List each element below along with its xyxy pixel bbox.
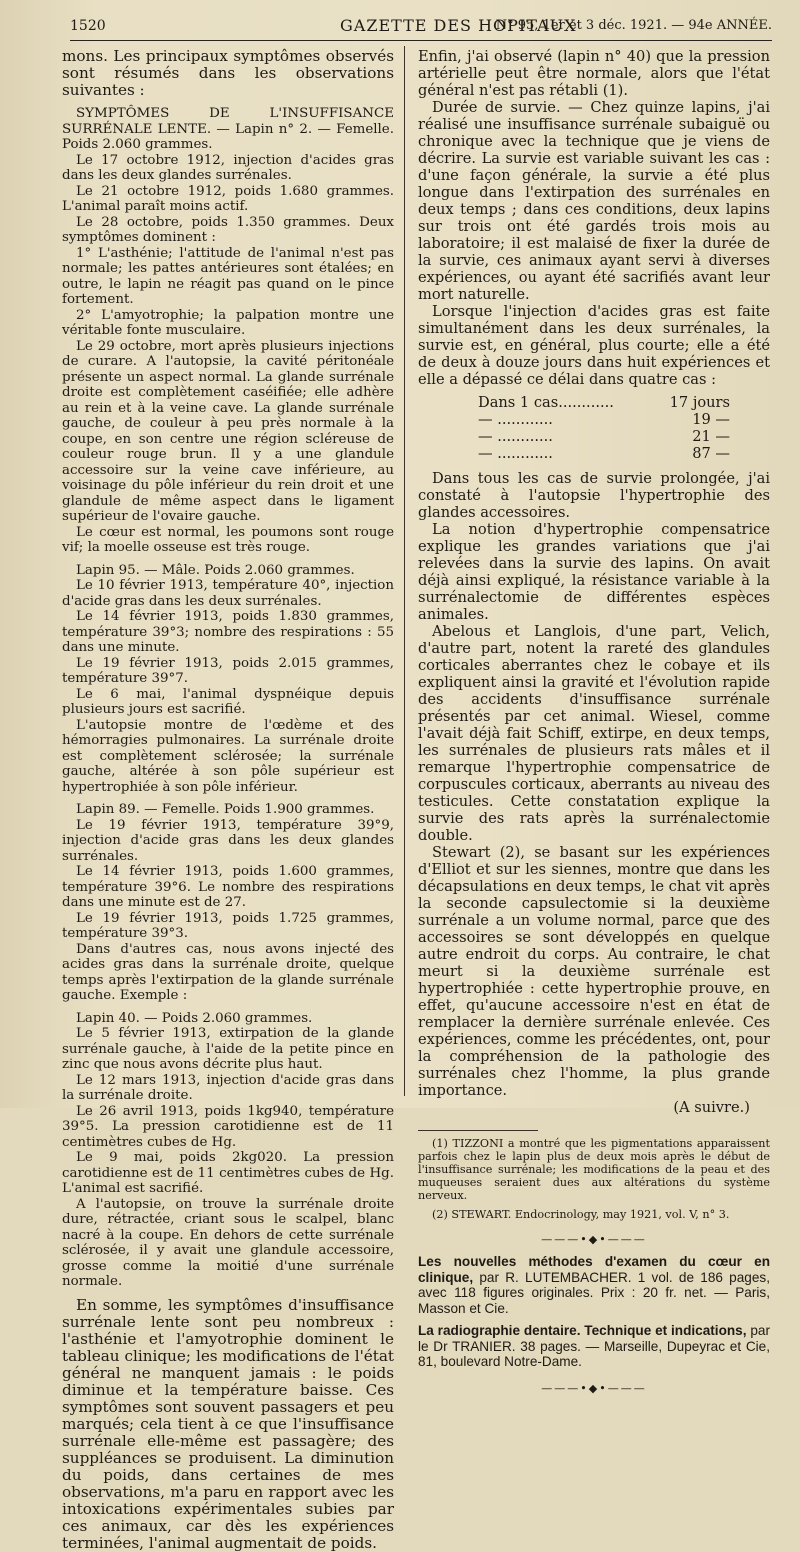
- paragraph: Le 19 février 1913, poids 1.725 grammes, température 39°3.: [62, 910, 394, 941]
- table-row: — ............ 19 —: [478, 411, 730, 428]
- paragraph: Le 19 février 1913, température 39°9, injection d'acide gras dans les deux glandes surrénales.: [62, 817, 394, 864]
- book-notice: [418, 1323, 770, 1370]
- paragraph: mons. Les principaux symptômes observés sont résumés dans les observations suivantes :: [62, 47, 394, 99]
- observation-heading: Lapin 40. — Poids 2.060 grammes.: [76, 1010, 313, 1026]
- right-column: [418, 48, 770, 1403]
- paragraph: Dans d'autres cas, nous avons injecté des acides gras dans la surrénale droite, quelque temps après l'extirpation de la glande surrénale gauche. Exemple :: [62, 941, 394, 1003]
- left-column: [62, 48, 394, 1552]
- book-notice: [418, 1254, 770, 1316]
- ornament-divider: ———•◆•———: [541, 1233, 647, 1246]
- page-number: 1520: [70, 18, 106, 34]
- table-row: — ............ 21 —: [478, 428, 730, 445]
- paragraph: Le cœur est normal, les poumons sont rouge vif; la moelle osseuse est très rouge.: [62, 524, 394, 555]
- paragraph: Durée de survie. — Chez quinze lapins, j'ai réalisé une insuffisance surrénale subaiguë ou chronique avec la technique que je viens de décrire. La survie est variable suivant les cas : d'une façon générale, la survie a été plus longue dans l'extirpation des surrénales en deux temps ; dans ces conditions, deux lapins sur trois ont été gardés trois mois au laboratoire; il est malaisé de fixer la durée de la survie, ces animaux ayant servi à diverses expériences, ou ayant été sacrifiés avant leur mort naturelle.: [418, 99, 770, 303]
- paragraph: A l'autopsie, on trouve la surrénale droite dure, rétractée, criant sous le scalpel, blanc nacré à la coupe. En dehors de cette surrénale sclérosée, il y avait une glandule accessoire, grosse comme la moitié d'une surrénale normale.: [62, 1196, 394, 1289]
- paragraph: Le 12 mars 1913, injection d'acide gras dans la surrénale droite.: [62, 1072, 394, 1103]
- ornament-divider: ———•◆•———: [541, 1381, 647, 1395]
- observation-heading: SYMPTÔMES DE L'INSUFFISANCE SURRÉNALE LENTE. — Lapin n° 2. — Femelle. Poids 2.060 grammes.: [62, 106, 394, 152]
- paragraph: Dans tous les cas de survie prolongée, j'ai constaté à l'autopsie l'hypertrophie des glandes accessoires.: [418, 470, 770, 521]
- footnote: (1) TIZZONI a montré que les pigmentations apparaissent parfois chez le lapin plus de deux mois après le début de l'insuffisance surrénale; les modifications de la peau et des muqueuses seraient dues aux altérations du système nerveux.: [418, 1137, 770, 1202]
- book-title: La radiographie dentaire. Technique et indications,: [418, 1323, 747, 1338]
- table-row: — ............ 87 —: [478, 445, 730, 462]
- paragraph: Le 5 février 1913, extirpation de la glande surrénale gauche, à l'aide de la petite pince en zinc que nous avons décrite plus haut.: [62, 1026, 394, 1072]
- paragraph: En somme, les symptômes d'insuffisance surrénale lente sont peu nombreux : l'asthénie et l'amyotrophie dominent le tableau clinique; les modifications de l'état général ne manquent jamais : le poids diminue et la température baisse. Ces symptômes sont souvent passagers et peu marqués; cela tient à ce que l'insuffisance surrénale elle-même est passagère; des suppléances se produisent. La diminution du poids, dans certaines de mes observations, m'a paru en rapport avec les intoxications expérimentales subies par ces animaux, car dès les expériences terminées, l'animal augmentait de poids.: [62, 1295, 394, 1552]
- observation-heading: Lapin 95. — Mâle. Poids 2.060 grammes.: [76, 562, 355, 578]
- page-header: [70, 14, 772, 41]
- paragraph: Le 28 octobre, poids 1.350 grammes. Deux symptômes dominent :: [62, 214, 394, 245]
- paragraph: La notion d'hypertrophie compensatrice explique les grandes variations que j'ai relevées dans la survie des lapins. On avait déjà ainsi expliqué, la résistance variable à la surrénalectomie de différentes espèces animales.: [418, 521, 770, 623]
- paragraph: Stewart (2), se basant sur les expériences d'Elliot et sur les siennes, montre que dans les décapsulations en deux temps, le chat vit après la seconde capsulectomie si la deuxième surrénale a un volume normal, parce que des accessoires se sont développés en quelque autre endroit du corps. Au contraire, le chat meurt si la deuxième surrénale est hypertrophiée : cette hypertrophie prouve, en effet, qu'aucune accessoire n'est en état de remplacer la dernière surrénale enlevée. Ces expériences, comme les précédentes, ont, pour la compréhension de la pathologie des surrénales chez l'homme, la plus grande importance.: [418, 844, 770, 1099]
- footnote-rule: [418, 1130, 538, 1131]
- book-details: par le Dr TRANIER. 38 pages. — Marseille, Dupeyrac et Cie, 81, boulevard Notre-Dame.: [418, 1323, 770, 1369]
- book-details: par R. LUTEMBACHER. 1 vol. de 186 pages, avec 118 figures originales. Prix : 20 fr. net. — Paris, Masson et Cie.: [418, 1269, 770, 1316]
- survival-table: [418, 394, 770, 462]
- paragraph: 1° L'asthénie; l'attitude de l'animal n'est pas normale; les pattes antérieures sont étalées; en outre, le lapin ne réagit pas quand on le pince fortement.: [62, 245, 394, 307]
- paragraph: Le 17 octobre 1912, injection d'acides gras dans les deux glandes surrénales.: [62, 152, 394, 183]
- paragraph: Lorsque l'injection d'acides gras est faite simultanément dans les deux surrénales, la survie est, en général, plus courte; elle a été de deux à douze jours dans huit expériences et elle a dépassé ce délai dans quatre cas :: [418, 303, 770, 388]
- footnote: (2) STEWART. Endocrinology, may 1921, vol. V, n° 3.: [432, 1208, 730, 1221]
- paragraph: 2° L'amyotrophie; la palpation montre une véritable fonte musculaire.: [62, 307, 394, 338]
- to-be-continued: (A suivre.): [673, 1099, 750, 1116]
- paragraph: Enfin, j'ai observé (lapin n° 40) que la pression artérielle peut être normale, alors que l'état général n'est pas rétabli (1).: [418, 48, 770, 99]
- paragraph: Le 26 avril 1913, poids 1kg940, température 39°5. La pression carotidienne est de 11 centimètres cubes de Hg.: [62, 1103, 394, 1150]
- paragraph: Le 6 mai, l'animal dyspnéique depuis plusieurs jours est sacrifié.: [62, 686, 394, 717]
- book-title: Les nouvelles méthodes d'examen du cœur en clinique,: [418, 1254, 770, 1285]
- paragraph: Le 21 octobre 1912, poids 1.680 grammes. L'animal paraît moins actif.: [62, 183, 394, 214]
- column-divider: [404, 46, 405, 1096]
- issue-info: N° 95, 1er et 3 déc. 1921. — 94e ANNÉE.: [495, 18, 772, 33]
- paragraph: Abelous et Langlois, d'une part, Velich, d'autre part, notent la rareté des glandules corticales aberrantes chez le cobaye et ils expliquent ainsi la gravité et l'évolution rapide des accidents d'insuffisance surrénale présentés par cet animal. Wiesel, comme l'avait déjà fait Schiff, extirpe, en deux temps, les surrénales de plusieurs rats mâles et il remarque l'hypertrophie compensatrice de corpuscules corticaux, aberrants au niveau des testicules. Cette constatation explique la survie des rats après la surrénalectomie double.: [418, 623, 770, 844]
- paragraph: Le 19 février 1913, poids 2.015 grammes, température 39°7.: [62, 655, 394, 686]
- paragraph: Le 9 mai, poids 2kg020. La pression carotidienne est de 11 centimètres cubes de Hg. L'animal est sacrifié.: [62, 1150, 394, 1196]
- paragraph: Le 10 février 1913, température 40°, injection d'acide gras dans les deux surrénales.: [62, 578, 394, 609]
- paragraph: Le 14 février 1913, poids 1.830 grammes, température 39°3; nombre des respirations : 55 dans une minute.: [62, 609, 394, 655]
- paragraph: Le 29 octobre, mort après plusieurs injections de curare. A l'autopsie, la cavité péritonéale présente un aspect normal. La glande surrénale droite est complètement caséifiée; elle adhère au rein et à la veine cave. La glande surrénale gauche, de couleur à peu près normale à la coupe, en son centre une région scléreuse de couleur rouge brun. Il y a une glandule accessoire sur la veine cave inférieure, au voisinage du pôle inférieur du rein droit et une glandule de même aspect dans le ligament supérieur de l'ovaire gauche.: [62, 338, 394, 524]
- observation-heading: Lapin 89. — Femelle. Poids 1.900 grammes.: [76, 802, 375, 817]
- paragraph: L'autopsie montre de l'œdème et des hémorragies pulmonaires. La surrénale droite est complètement sclérosée; la surrénale gauche, altérée à son pôle supérieur est hypertrophiée à son pôle inférieur.: [62, 717, 394, 795]
- table-row: Dans 1 cas............ 17 jours: [478, 394, 730, 411]
- running-title: GAZETTE DES HOPITAUX: [340, 16, 577, 35]
- paragraph: Le 14 février 1913, poids 1.600 grammes, température 39°6. Le nombre des respirations dans une minute est de 27.: [62, 864, 394, 910]
